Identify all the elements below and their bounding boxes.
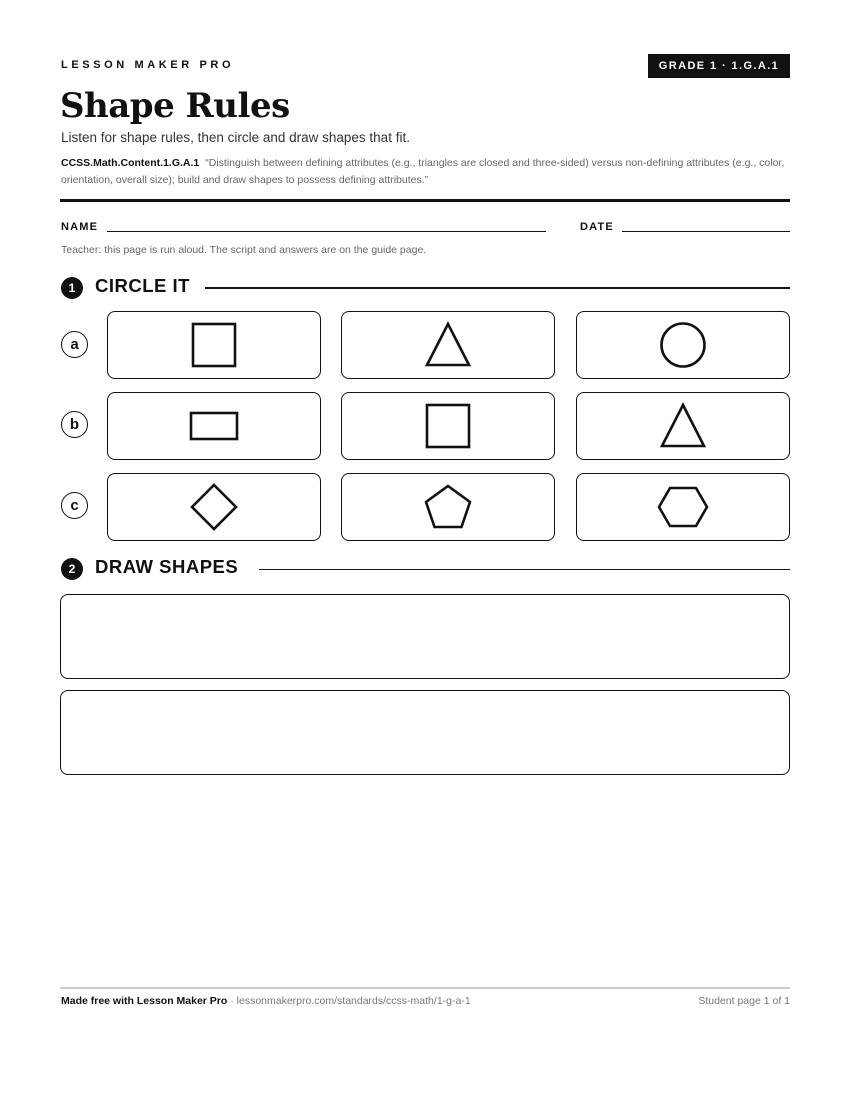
standard-text: “Distinguish between defining attributes (e.g., triangles are closed and three-sided) versus non-defining attributes (e.g., color, orientation, overall size); build and draw shapes to possess defining attributes.” (61, 157, 785, 186)
section-1-number: 1 (61, 277, 83, 299)
footer-divider (60, 987, 790, 989)
section-1-rule (205, 287, 790, 289)
section-2-rule (259, 569, 790, 570)
name-line[interactable] (107, 231, 546, 232)
rectangle-icon (188, 410, 240, 442)
brand-name: LESSON MAKER PRO (61, 59, 235, 71)
hexagon-icon (656, 485, 710, 529)
page-subtitle: Listen for shape rules, then circle and draw shapes that fit. (61, 130, 410, 145)
draw-box-1[interactable] (60, 594, 790, 679)
row-c-label: c (61, 492, 88, 519)
triangle-icon (659, 402, 707, 450)
shape-card-a1[interactable] (107, 311, 321, 379)
footer-url[interactable]: lessonmakerpro.com/standards/ccss-math/1-g-a-1 (236, 995, 471, 1007)
footer-separator: · (227, 995, 237, 1007)
shape-card-b1[interactable] (107, 392, 321, 460)
shape-card-c3[interactable] (576, 473, 790, 541)
triangle-icon (424, 321, 472, 369)
shape-card-b3[interactable] (576, 392, 790, 460)
circle-icon (659, 321, 707, 369)
date-line[interactable] (622, 231, 790, 232)
row-a-label: a (61, 331, 88, 358)
square-icon (190, 321, 238, 369)
footer-credit (61, 995, 471, 1007)
page-title: Shape Rules (60, 86, 290, 126)
square-icon (424, 402, 472, 450)
section-2-title: DRAW SHAPES (95, 556, 239, 577)
shape-card-c2[interactable] (341, 473, 555, 541)
section-2-number: 2 (61, 558, 83, 580)
name-label: NAME (61, 221, 99, 233)
shape-card-a2[interactable] (341, 311, 555, 379)
footer-made-with: Made free with Lesson Maker Pro (61, 995, 228, 1007)
pentagon-icon (423, 483, 473, 531)
draw-box-2[interactable] (60, 690, 790, 775)
standard-description (61, 155, 793, 189)
diamond-icon (189, 482, 239, 532)
row-b-label: b (61, 411, 88, 438)
standard-code: CCSS.Math.Content.1.G.A.1 (61, 157, 200, 169)
teacher-note: Teacher: this page is run aloud. The script and answers are on the guide page. (61, 244, 427, 256)
grade-badge: GRADE 1 · 1.G.A.1 (648, 54, 790, 78)
shape-card-c1[interactable] (107, 473, 321, 541)
section-1-title: CIRCLE IT (95, 275, 190, 296)
shape-card-a3[interactable] (576, 311, 790, 379)
date-label: DATE (580, 221, 614, 233)
footer-page-info: Student page 1 of 1 (698, 995, 790, 1007)
shape-card-b2[interactable] (341, 392, 555, 460)
header-divider (60, 199, 790, 202)
